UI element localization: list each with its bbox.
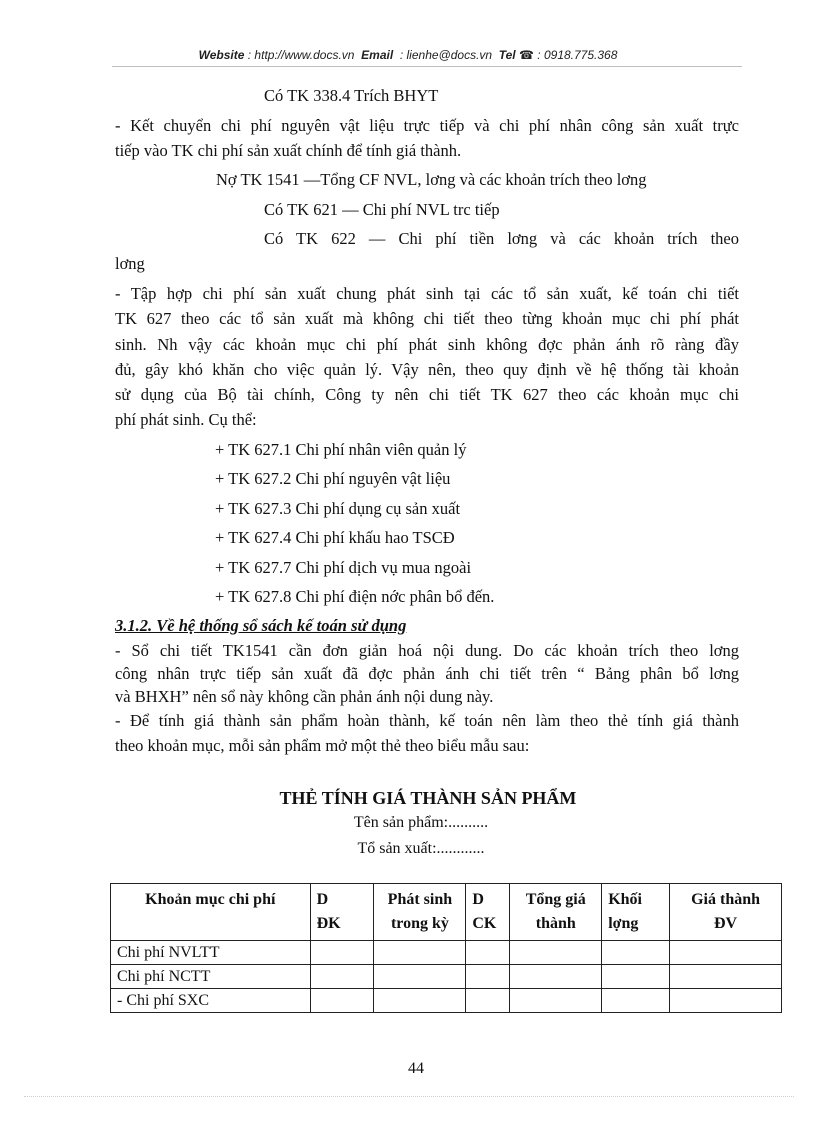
text-line: sử dụng của Bộ tài chính, Công ty nên chi tiết TK 627 theo các khoản mục chi <box>115 385 739 404</box>
text-line: theo khoản mục, mỗi sản phẩm mở một thẻ theo biểu mẫu sau: <box>115 736 530 755</box>
text-line: - Kết chuyển chi phí nguyên vật liệu trực tiếp và chi phí nhân công sản xuất trực <box>115 116 739 135</box>
table-row <box>111 989 782 1013</box>
page-header <box>0 48 816 62</box>
website-label: Website <box>198 48 245 62</box>
page-number: 44 <box>408 1060 424 1077</box>
list-item: + TK 627.7 Chi phí dịch vụ mua ngoài <box>215 558 472 577</box>
column-header: Giá thành ĐV <box>670 884 782 941</box>
product-name-field: Tên sản phẩm:.......... <box>353 814 489 831</box>
text-line: Có TK 621 — Chi phí NVL trc tiếp <box>264 200 500 219</box>
row-label: Chi phí NCTT <box>111 965 311 989</box>
text-line: - Tập hợp chi phí sản xuất chung phát sinh tại các tổ sản xuất, kế toán chi tiết <box>115 284 739 303</box>
text-line: đủ, gây khó khăn cho việc quản lý. Vậy nên, theo quy định về hệ thống tài khoản <box>115 360 739 379</box>
list-item: + TK 627.8 Chi phí điện nớc phân bổ đến. <box>215 587 495 606</box>
footer-divider <box>24 1096 794 1097</box>
text-line: TK 627 theo các tổ sản xuất mà không chi tiết theo từng khoản mục chi phí phát <box>115 309 739 328</box>
list-item: + TK 627.4 Chi phí khấu hao TSCĐ <box>215 528 455 547</box>
column-header: Khoản mục chi phí <box>111 884 311 941</box>
row-label: Chi phí NVLTT <box>111 941 311 965</box>
text-line: công nhân trực tiếp sản xuất đã đợc phản ánh chi tiết trên “ Bảng phân bổ lơng <box>115 664 739 683</box>
card-title: THẺ TÍNH GIÁ THÀNH SẢN PHẨM <box>279 788 577 808</box>
list-item: + TK 627.2 Chi phí nguyên vật liệu <box>215 469 451 488</box>
text-line: sinh. Nh vậy các khoản mục chi phí phát sinh không đợc phản ánh rõ ràng đầy <box>115 335 739 354</box>
text-line: - Để tính giá thành sản phẩm hoàn thành, kế toán nên làm theo thẻ tính giá thành <box>115 711 739 730</box>
list-item: + TK 627.3 Chi phí dụng cụ sản xuất <box>215 499 461 518</box>
column-header: Phát sinh trong kỳ <box>374 884 466 941</box>
text-line: Có TK 622 — Chi phí tiền lơng và các khoản trích theo <box>264 229 739 248</box>
header-divider <box>112 66 742 67</box>
table-row <box>111 965 782 989</box>
phone-icon: ☎ <box>519 48 534 62</box>
text-line: lơng <box>115 254 145 273</box>
email-address[interactable]: : lienhe@docs.vn <box>399 48 493 62</box>
section-heading: 3.1.2. Về hệ thống sổ sách kế toán sử dụng <box>115 616 407 635</box>
table-header-row <box>111 884 782 941</box>
column-header: D CK <box>466 884 510 941</box>
text-line: - Sổ chi tiết TK1541 cần đơn giản hoá nội dung. Do các khoản trích theo lơng <box>115 641 739 660</box>
list-item: + TK 627.1 Chi phí nhân viên quản lý <box>215 440 467 459</box>
email-label: Email <box>361 48 394 62</box>
column-header: Tổng giá thành <box>510 884 602 941</box>
production-team-field: Tổ sản xuất:............ <box>357 840 485 857</box>
table-row <box>111 941 782 965</box>
text-line: và BHXH” nên sổ này không cần phản ánh nội dung này. <box>115 687 494 706</box>
row-label: - Chi phí SXC <box>111 989 311 1013</box>
tel-number: : 0918.775.368 <box>537 48 618 62</box>
text-line: Nợ TK 1541 —Tổng CF NVL, lơng và các khoản trích theo lơng <box>216 170 647 189</box>
website-url[interactable]: : http://www.docs.vn <box>247 48 355 62</box>
column-header: D ĐK <box>310 884 374 941</box>
column-header: Khối lợng <box>602 884 670 941</box>
text-line: Có TK 338.4 Trích BHYT <box>264 86 439 105</box>
text-line: phí phát sinh. Cụ thể: <box>115 410 257 429</box>
tel-label: Tel <box>498 48 516 62</box>
text-line: tiếp vào TK chi phí sản xuất chính để tính giá thành. <box>115 141 462 160</box>
cost-card-table <box>110 883 782 1013</box>
